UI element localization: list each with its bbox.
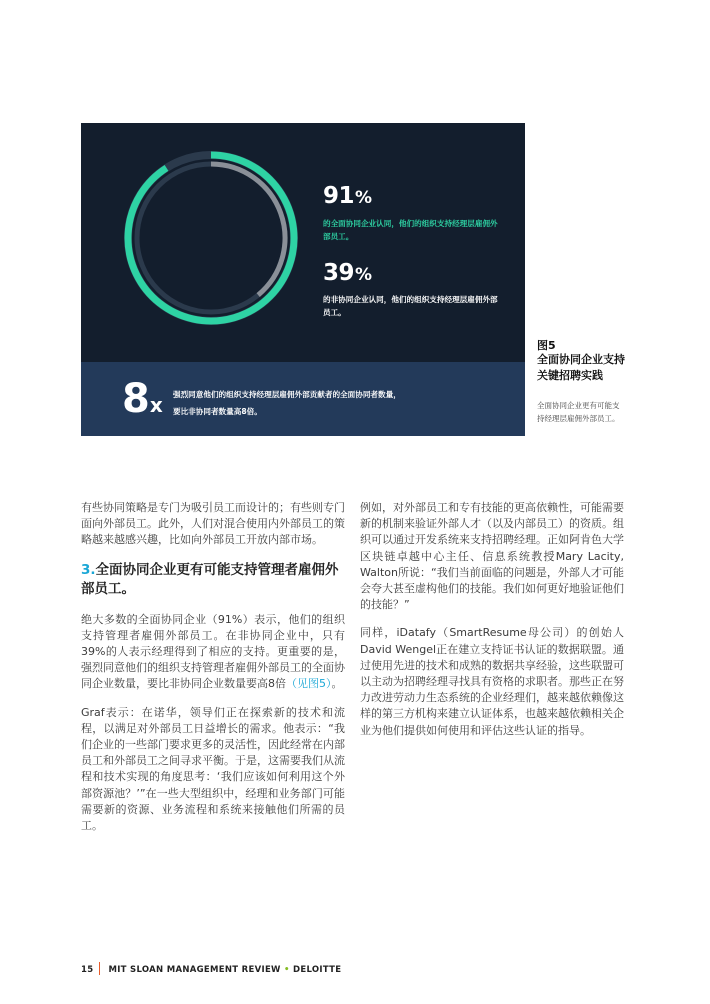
multiplier-value <box>122 376 163 425</box>
multiplier-description: 强烈同意他们的组织支持经理层雇佣外部贡献者的全面协同者数量，要比非协同者数量高8倍。 <box>173 390 401 416</box>
stat1-description: 的全面协同企业认同，他们的组织支持经理层雇佣外部员工。 <box>323 219 498 241</box>
stat2-number: 39 <box>323 260 355 286</box>
stat2-description: 的非协同企业认同，他们的组织支持经理层雇佣外部员工。 <box>323 295 498 317</box>
figure-label: 图5 <box>537 339 556 352</box>
right-column <box>360 500 624 751</box>
stat1-unit: % <box>355 188 372 208</box>
stat2-value <box>323 260 372 286</box>
footer-separator <box>99 962 100 975</box>
page-number: 15 <box>81 965 94 975</box>
section-heading <box>81 561 345 599</box>
section-number: 3. <box>81 561 96 578</box>
section-heading-text: 全面协同企业更有可能支持管理者雇佣外部员工。 <box>81 561 339 597</box>
page-footer <box>81 962 341 977</box>
stat2-unit: % <box>355 265 372 285</box>
footer-organization: DELOITTE <box>293 965 342 975</box>
left-paragraph-3: Graf表示：在诺华，领导们正在探索新的技术和流程，以满足对外部员工日益增长的需求。他表示：“我们企业的一些部门要求更多的灵活性，因此经常在内部员工和外部员工之间寻求平衡。于是，这需要我们从流程和技术实现的角度思考：‘我们应该如何利用这个外部资源池？’”在一些大型组织中，经理和业务部门可能需要新的资源、业务流程和系统来接触他们所需的员工。 <box>81 705 345 833</box>
multiplier-number: 8 <box>122 376 150 422</box>
left-paragraph-2 <box>81 612 345 693</box>
multiplier-unit: x <box>149 393 163 417</box>
right-paragraph-2: 同样，iDatafy（SmartResume母公司）的创始人David Wengel正在建立支持证书认证的数据联盟。通过使用先进的技术和成熟的数据共享经验，这些联盟可以主动为招聘经理寻找具有资格的求职者。那些正在努力改进劳动力生态系统的企业经理们，越来越依赖像这样的第三方机构来建立认证体系，也越来越依赖相关企业为他们提供如何使用和评估这些认证的指导。 <box>360 626 624 737</box>
stat1-number: 91 <box>323 183 355 209</box>
footer-publication: MIT SLOAN MANAGEMENT REVIEW <box>108 965 281 975</box>
left-paragraph-1: 有些协同策略是专门为吸引员工而设计的；有些则专门面向外部员工。此外，人们对混合使用内外部员工的策略越来越感兴趣，比如向外部员工开放内部市场。 <box>81 501 345 547</box>
left-paragraph-2-text: 绝大多数的全面协同企业（91%）表示，他们的组织支持管理者雇佣外部员工。在非协同企业中，只有39%的人表示经理得到了相应的支持。更重要的是，强烈同意他们的组织支持管理者雇佣外部员工的全面协同企业数量，要比非协同企业数量要高8倍 <box>81 612 345 691</box>
ring-arc-91 <box>128 155 294 321</box>
left-paragraph-2-end: 。 <box>331 677 343 691</box>
stat1-value <box>323 183 372 209</box>
figure-reference-link[interactable]: （见图5） <box>286 677 332 691</box>
right-paragraph-1: 例如，对外部员工和专有技能的更高依赖性，可能需要新的机制来验证外部人才（以及内部员工）的资质。组织可以通过开发系统来支持招聘经理。正如阿肯色大学区块链卓越中心主任、信息系统教授Mary Lacity, Walton所说：“我们当前面临的问题是，外部人才可能会夸大甚至虚构他们的技能。我们如何更好地验证他们的技能？” <box>360 501 624 612</box>
left-column <box>81 500 345 846</box>
figure-title: 全面协同企业支持关键招聘实践 <box>537 353 625 382</box>
figure-caption: 全面协同企业更有可能支持经理层雇佣外部员工。 <box>537 401 620 423</box>
footer-dot: • <box>284 965 290 975</box>
